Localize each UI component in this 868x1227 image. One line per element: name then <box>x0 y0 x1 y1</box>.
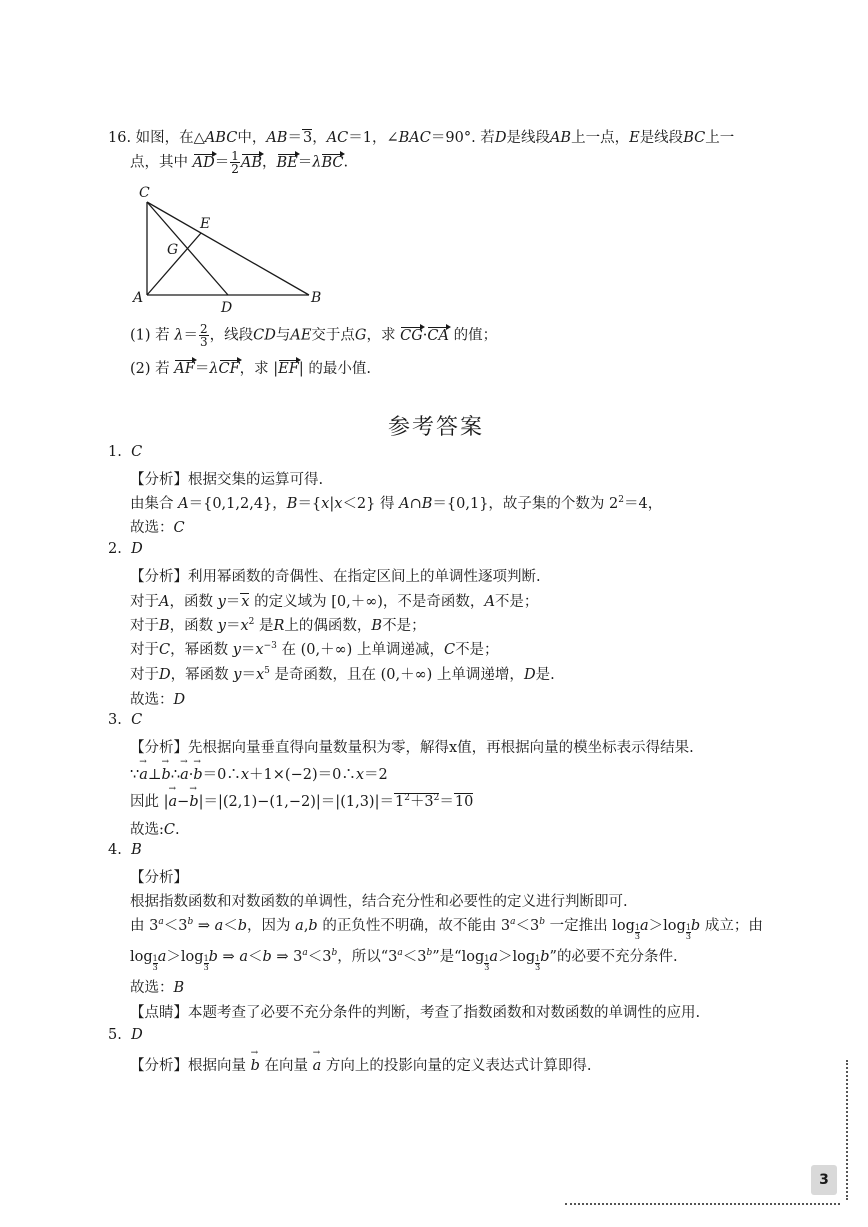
label-g: G <box>167 242 179 258</box>
q16-part1: (1) 若 λ＝ $\frac{2}{3}$ ，线段CD与AE交于点G，求 CG·CA 的值； <box>130 322 498 349</box>
q16-line2: 点，其中 AD＝ $\frac{1}{2}$ AB，BE＝λBC. <box>130 149 349 176</box>
q16-line1: 16. 如图，在△ABC中，AB＝3，AC＝1，∠BAC＝90°. 若D是线段AB上一点，E是线段BC上一 <box>108 130 735 146</box>
answers-title: 参考答案 <box>388 415 485 440</box>
answer-4-analysis: 【分析】 <box>130 870 188 886</box>
answer-3-analysis: 【分析】先根据向量垂直得向量数量积为零，解得x值，再根据向量的模坐标表示得结果. <box>130 740 694 756</box>
page-edge-dots-right <box>846 1060 848 1200</box>
answer-2-line1: 对于A，函数 y＝x 的定义域为 [0,＋∞)，不是奇函数，A不是； <box>130 594 539 610</box>
answer-4-line0: 根据指数函数和对数函数的单调性，结合充分性和必要性的定义进行判断即可. <box>130 894 628 910</box>
answer-2-select: 故选：D <box>130 692 186 708</box>
label-a: A <box>133 290 144 306</box>
answer-1-select: 故选：C <box>130 520 185 536</box>
label-e: E <box>200 216 211 232</box>
answer-1-analysis: 【分析】根据交集的运算可得. <box>130 472 324 488</box>
answer-5-analysis: 【分析】根据向量 b → 在向量 a → 方向上的投影向量的定义表达式计算即得. <box>130 1054 592 1075</box>
answer-4-comment: 【点睛】本题考查了必要不充分条件的判断，考查了指数函数和对数函数的单调性的应用. <box>130 1005 701 1021</box>
answer-4-header: 4. B <box>108 842 142 858</box>
triangle-figure <box>125 180 335 315</box>
answer-2-analysis: 【分析】利用幂函数的奇偶性、在指定区间上的单调性逐项判断. <box>130 569 541 585</box>
answer-2-line4: 对于D，幂函数 $y=x^5$ 是奇函数，且在 (0,＋∞) 上单调递增，D是. <box>130 666 555 683</box>
q16-part2: (2) 若 AF＝λCF，求 |EF| 的最小值. <box>130 361 371 377</box>
answer-3-header: 3. C <box>108 712 143 728</box>
answer-4-line1: 由 $3^a<3^b$ ⇒ a＜b，因为 a,b 的正负性不明确，故不能由 $3^a<3^b$ 一定推出 log $\frac{1}{3}$ a＞log $\frac{1}{3}$ b 成立；由 <box>130 917 763 941</box>
answer-3-select: 故选:C. <box>130 822 180 838</box>
label-d: D <box>221 300 233 315</box>
page-edge-dots-bottom <box>565 1203 840 1205</box>
answer-3-line1: ∵a →⊥b →∴a →·b →＝0∴x＋1×(−2)＝0∴x＝2 <box>130 763 388 784</box>
answer-5-header: 5. D <box>108 1027 143 1043</box>
label-c: C <box>139 185 150 201</box>
answer-2-line2: 对于B，函数 $y=x^2$ 是R上的偶函数，B不是； <box>130 617 426 634</box>
answer-1-header: 1. C <box>108 444 143 460</box>
label-b: B <box>311 290 322 306</box>
page-number: 3 <box>811 1165 837 1195</box>
answer-2-line3: 对于C，幂函数 $y=x^{-3}$ 在 (0,＋∞) 上单调递减，C不是； <box>130 641 499 658</box>
answer-4-line2: log $\frac{1}{3}$ a＞log $\frac{1}{3}$ b ⇒ a＜b ⇒ $3^a<3^b$，所以“$3^a<3^b$”是“log $\frac{1}{3}$ a＞log $\frac{1}{3}$ b”的必要不充分条件. <box>130 948 678 972</box>
answer-1-line1: 由集合 A＝{0,1,2,4}，B＝{x|x＜2} 得 A∩B＝{0,1}，故子集的个数为 $2^2=4$， <box>130 495 663 512</box>
answer-4-select: 故选：B <box>130 980 185 996</box>
answer-2-header: 2. D <box>108 541 143 557</box>
answer-3-line2: 因此 $|a \to-b \to|=|(2,1)-(1,-2)|=|(1,3)|=1^2+3^2=10$ <box>130 790 473 811</box>
